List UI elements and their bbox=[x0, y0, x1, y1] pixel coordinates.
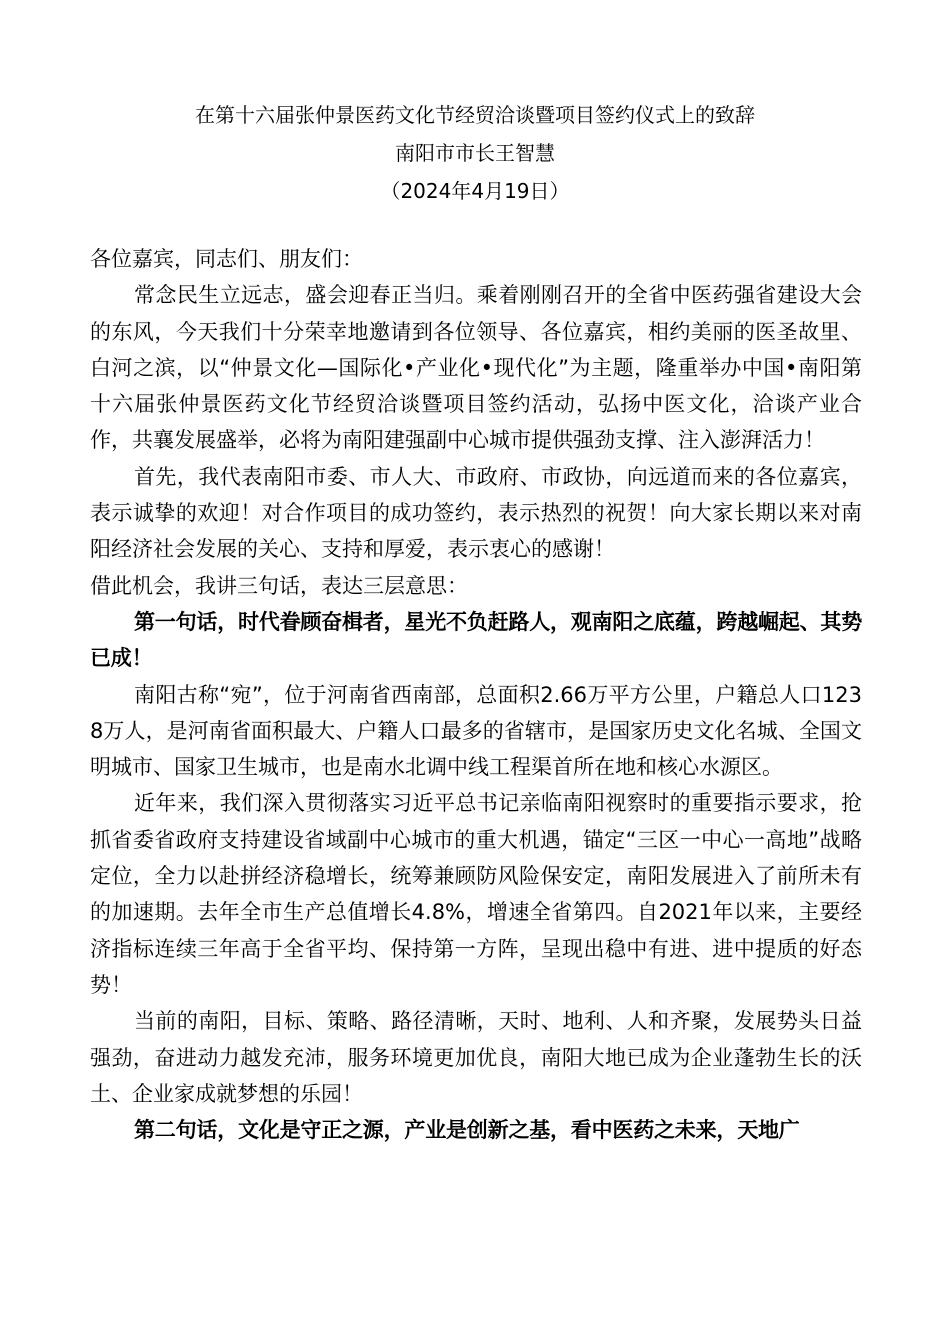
paragraph-intro: 借此机会，我讲三句话，表达三层意思： bbox=[90, 573, 468, 598]
section-heading-1: 第一句话，时代眷顾奋楫者，星光不负赶路人，观南阳之底蕴，跨越崛起、其势已成！ bbox=[90, 609, 862, 671]
paragraph-current: 当前的南阳，目标、策略、路径清晰，天时、地利、人和齐聚，发展势头日益强劲，奋进动力越发充沛，服务环境更加优良，南阳大地已成为企业蓬勃生长的沃土、企业家成就梦想的乐园！ bbox=[90, 1009, 862, 1106]
document-header bbox=[0, 96, 950, 210]
paragraph-development: 近年来，我们深入贯彻落实习近平总书记亲临南阳视察时的重要指示要求，抢抓省委省政府支持建设省域副中心城市的重大机遇，锚定“三区一中心一高地”战略定位，全力以赴拼经济稳增长，统筹兼顾防风险保安定，南阳发展进入了前所未有的加速期。去年全市生产总值增长4.8%，增速全省第四。自2021年以来，主要经济指标连续三年高于全省平均、保持第一方阵，呈现出稳中有进、进中提质的好态势！ bbox=[90, 791, 862, 997]
section-heading-2: 第二句话，文化是守正之源，产业是创新之基，看中医药之未来，天地广 bbox=[134, 1118, 800, 1143]
paragraph-nanyang-overview: 南阳古称“宛”，位于河南省西南部，总面积2.66万平方公里，户籍总人口1238万人，是河南省面积最大、户籍人口最多的省辖市，是国家历史文化名城、全国文明城市、国家卫生城市，也是南水北调中线工程渠首所在地和核心水源区。 bbox=[90, 682, 862, 780]
speaker-line: 南阳市市长王智慧 bbox=[395, 141, 555, 165]
date-line: （2024年4月19日） bbox=[380, 179, 570, 203]
salutation: 各位嘉宾，同志们、朋友们： bbox=[90, 247, 363, 271]
paragraph-opening: 常念民生立远志，盛会迎春正当归。乘着刚刚召开的全省中医药强省建设大会的东风，今天我们十分荣幸地邀请到各位领导、各位嘉宾，相约美丽的医圣故里、白河之滨，以“仲景文化—国际化•产业化•现代化”为主题，隆重举办中国•南阳第十六届张仲景医药文化节经贸洽谈暨项目签约活动，弘扬中医文化，洽谈产业合作，共襄发展盛举，必将为南阳建强副中心城市提供强劲支撑、注入澎湃活力！ bbox=[90, 283, 862, 453]
paragraph-welcome: 首先，我代表南阳市委、市人大、市政府、市政协，向远道而来的各位嘉宾，表示诚挚的欢迎！对合作项目的成功签约，表示热烈的祝贺！向大家长期以来对南阳经济社会发展的关心、支持和厚爱，表示衷心的感谢！ bbox=[90, 464, 862, 562]
document-title: 在第十六届张仲景医药文化节经贸洽谈暨项目签约仪式上的致辞 bbox=[195, 103, 755, 127]
speech-body bbox=[90, 241, 862, 1148]
